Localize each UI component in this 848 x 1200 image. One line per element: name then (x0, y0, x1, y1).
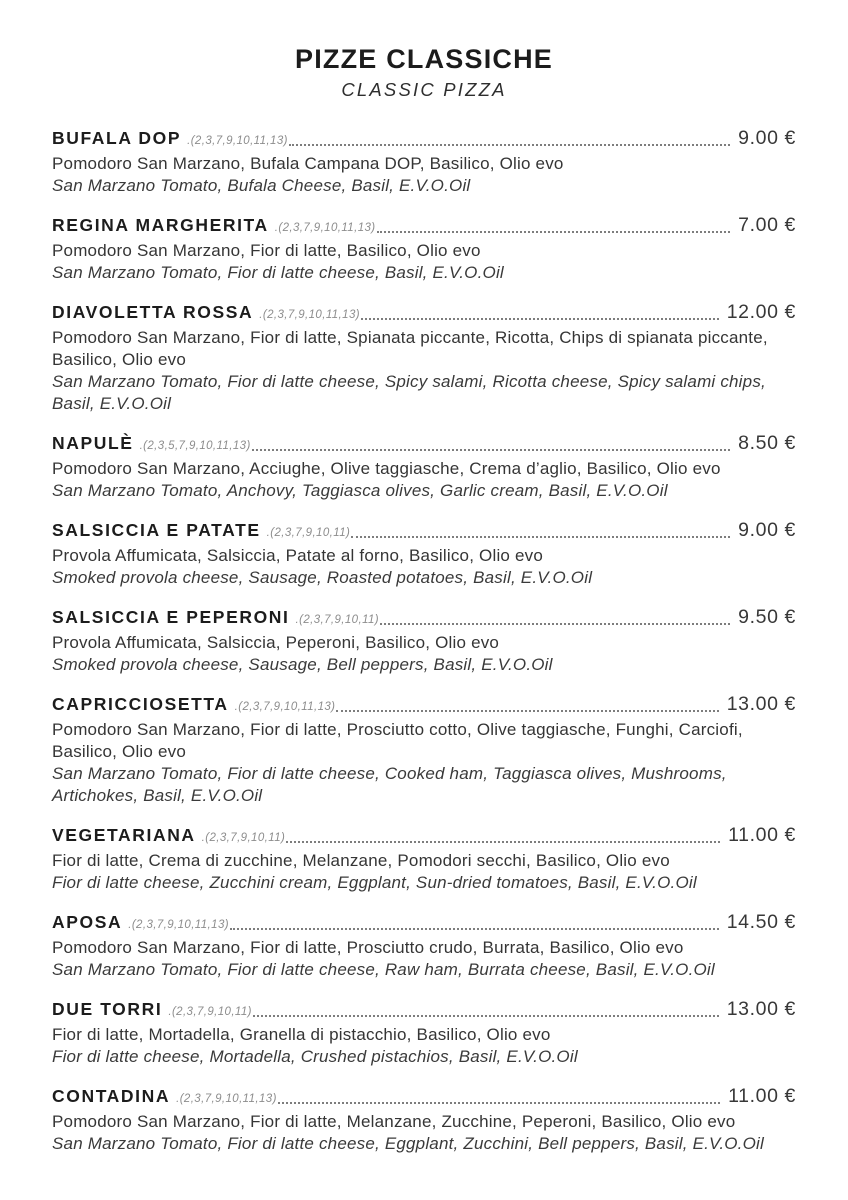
item-description-italian: Pomodoro San Marzano, Fior di latte, Spianata piccante, Ricotta, Chips di spianata piccante, Basilico, Olio evo (52, 328, 768, 369)
item-price: 9.50 € (738, 606, 796, 628)
dotted-leader (361, 318, 719, 320)
item-allergen-codes: .(2,3,7,9,10,11,13) (259, 309, 360, 321)
item-description-italian: Provola Affumicata, Salsiccia, Patate al forno, Basilico, Olio evo (52, 546, 544, 565)
menu-item-row (52, 911, 796, 934)
menu-item (52, 519, 796, 589)
item-price: 11.00 € (728, 824, 796, 846)
item-allergen-codes: .(2,3,7,9,10,11,13) (274, 222, 376, 234)
dotted-leader (278, 1102, 720, 1104)
item-name: BUFALA DOP (52, 128, 182, 148)
dotted-leader (253, 1015, 719, 1017)
menu-item (52, 606, 796, 676)
item-name: SALSICCIA E PEPERONI (52, 607, 290, 627)
item-description-english: San Marzano Tomato, Fior di latte cheese, Basil, E.V.O.Oil (52, 263, 504, 282)
item-allergen-codes: .(2,3,7,9,10,11,13) (176, 1093, 277, 1105)
item-name: NAPULÈ (52, 433, 134, 453)
dotted-leader (230, 928, 719, 930)
item-description-italian: Pomodoro San Marzano, Acciughe, Olive taggiasche, Crema d’aglio, Basilico, Olio evo (52, 459, 721, 478)
item-description-italian: Fior di latte, Crema di zucchine, Melanzane, Pomodori secchi, Basilico, Olio evo (52, 851, 670, 870)
page-title: PIZZE CLASSICHE (294, 44, 554, 74)
menu-item (52, 824, 796, 894)
item-allergen-codes: .(2,3,7,9,10,11,13) (128, 919, 229, 931)
item-name: DUE TORRI (52, 999, 163, 1019)
dotted-leader (377, 231, 731, 233)
item-price: 13.00 € (726, 998, 796, 1020)
item-description-italian: Pomodoro San Marzano, Bufala Campana DOP, Basilico, Olio evo (52, 154, 564, 173)
item-description-english: San Marzano Tomato, Fior di latte cheese, Eggplant, Zucchini, Bell peppers, Basil, E.V.O.Oil (52, 1134, 764, 1153)
item-price: 7.00 € (738, 214, 796, 236)
item-price: 14.50 € (726, 911, 796, 933)
dotted-leader (351, 536, 730, 538)
item-name: CONTADINA (52, 1086, 171, 1106)
dotted-leader (336, 710, 718, 712)
item-description-english: San Marzano Tomato, Bufala Cheese, Basil, E.V.O.Oil (52, 176, 471, 195)
item-description-italian: Pomodoro San Marzano, Fior di latte, Prosciutto cotto, Olive taggiasche, Funghi, Carciofi, Basilico, Olio evo (52, 720, 743, 761)
dotted-leader (286, 841, 720, 843)
menu-item (52, 214, 796, 284)
item-description-italian: Pomodoro San Marzano, Fior di latte, Basilico, Olio evo (52, 241, 481, 260)
menu-item-row (52, 214, 796, 237)
dotted-leader (252, 449, 730, 451)
item-price: 13.00 € (726, 693, 796, 715)
item-allergen-codes: .(2,3,7,9,10,11,13) (234, 701, 336, 713)
menu-item-row (52, 1085, 796, 1108)
item-price: 8.50 € (738, 432, 796, 454)
item-description-english: Fior di latte cheese, Zucchini cream, Eggplant, Sun-dried tomatoes, Basil, E.V.O.Oil (52, 873, 697, 892)
menu-item-row (52, 127, 796, 150)
menu-item (52, 301, 796, 415)
menu-item-row (52, 693, 796, 716)
item-description-english: San Marzano Tomato, Fior di latte cheese, Spicy salami, Ricotta cheese, Spicy salami chips, Basil, E.V.O.Oil (52, 372, 766, 413)
item-description-english: San Marzano Tomato, Fior di latte cheese, Cooked ham, Taggiasca olives, Mushrooms, Artichokes, Basil, E.V.O.Oil (52, 764, 727, 805)
menu-item-row (52, 998, 796, 1021)
menu-item (52, 998, 796, 1068)
menu-item (52, 127, 796, 197)
item-description-english: Fior di latte cheese, Mortadella, Crushed pistachios, Basil, E.V.O.Oil (52, 1047, 578, 1066)
menu-item-row (52, 432, 796, 455)
item-name: VEGETARIANA (52, 825, 196, 845)
item-allergen-codes: .(2,3,7,9,10,11) (295, 614, 380, 626)
item-description-english: Smoked provola cheese, Sausage, Bell peppers, Basil, E.V.O.Oil (52, 655, 553, 674)
item-description-english: San Marzano Tomato, Fior di latte cheese, Raw ham, Burrata cheese, Basil, E.V.O.Oil (52, 960, 715, 979)
item-name: REGINA MARGHERITA (52, 215, 269, 235)
item-allergen-codes: .(2,3,7,9,10,11) (168, 1006, 252, 1018)
item-description-english: Smoked provola cheese, Sausage, Roasted potatoes, Basil, E.V.O.Oil (52, 568, 593, 587)
item-price: 12.00 € (726, 301, 796, 323)
item-name: SALSICCIA E PATATE (52, 520, 261, 540)
menu-item-row (52, 301, 796, 324)
menu-list (52, 127, 796, 1155)
menu-header (52, 44, 796, 101)
dotted-leader (289, 144, 730, 146)
item-name: CAPRICCIOSETTA (52, 694, 229, 714)
menu-item (52, 693, 796, 807)
item-allergen-codes: .(2,3,7,9,10,11) (201, 832, 286, 844)
item-description-italian: Fior di latte, Mortadella, Granella di pistacchio, Basilico, Olio evo (52, 1025, 551, 1044)
menu-item (52, 1085, 796, 1155)
menu-item-row (52, 606, 796, 629)
item-allergen-codes: .(2,3,7,9,10,11,13) (187, 135, 288, 147)
item-price: 9.00 € (738, 519, 796, 541)
item-allergen-codes: .(2,3,5,7,9,10,11,13) (139, 440, 251, 452)
item-name: DIAVOLETTA ROSSA (52, 302, 254, 322)
menu-item-row (52, 519, 796, 542)
dotted-leader (380, 623, 730, 625)
menu-item-row (52, 824, 796, 847)
item-allergen-codes: .(2,3,7,9,10,11) (266, 527, 351, 539)
menu-item (52, 432, 796, 502)
item-price: 11.00 € (728, 1085, 796, 1107)
item-description-italian: Provola Affumicata, Salsiccia, Peperoni, Basilico, Olio evo (52, 633, 500, 652)
item-description-english: San Marzano Tomato, Anchovy, Taggiasca olives, Garlic cream, Basil, E.V.O.Oil (52, 481, 668, 500)
page-subtitle: CLASSIC PIZZA (341, 79, 507, 100)
item-price: 9.00 € (738, 127, 796, 149)
item-description-italian: Pomodoro San Marzano, Fior di latte, Prosciutto crudo, Burrata, Basilico, Olio evo (52, 938, 684, 957)
menu-item (52, 911, 796, 981)
item-name: APOSA (52, 912, 123, 932)
item-description-italian: Pomodoro San Marzano, Fior di latte, Melanzane, Zucchine, Peperoni, Basilico, Olio evo (52, 1112, 736, 1131)
